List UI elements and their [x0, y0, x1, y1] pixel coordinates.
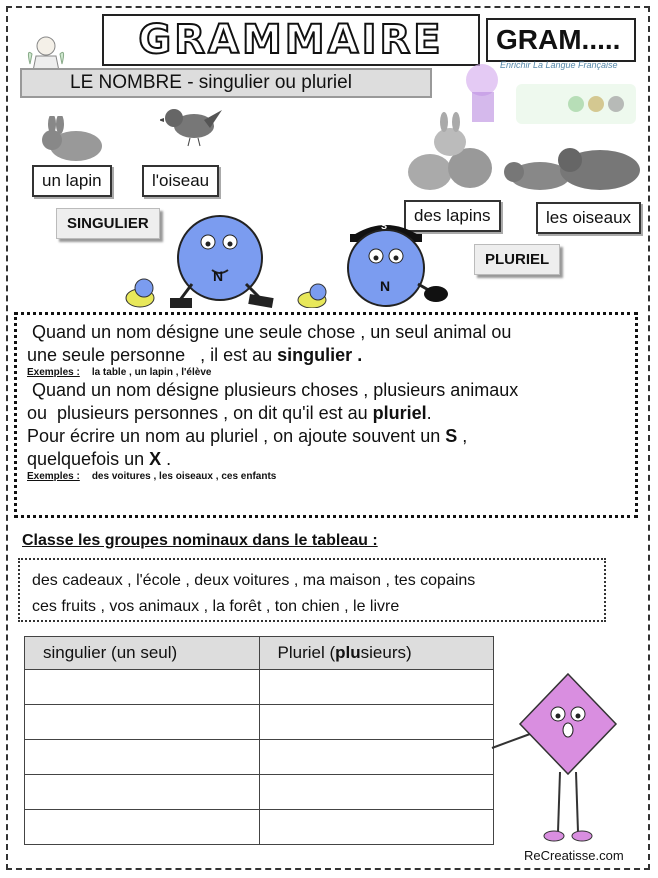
plural-character	[280, 212, 450, 313]
footer-credit: ReCreatisse.com	[524, 848, 624, 863]
table-row	[25, 705, 494, 740]
subtitle-box	[20, 68, 432, 98]
table-cell[interactable]	[25, 740, 260, 775]
bird-icon	[160, 102, 224, 153]
page-title: GRAMMAIRE	[138, 17, 444, 63]
table-row	[25, 670, 494, 705]
word-loiseau: l'oiseau	[142, 165, 219, 197]
example-line-1: Exemples : la table , un lapin , l'élève	[27, 367, 212, 378]
table-row	[25, 775, 494, 810]
classification-table	[24, 636, 494, 845]
word-un-lapin: un lapin	[32, 165, 112, 197]
hat-letter: S	[381, 221, 388, 231]
character-letter: N	[213, 268, 224, 284]
word-les-oiseaux: les oiseaux	[536, 202, 641, 234]
table-cell[interactable]	[259, 810, 493, 845]
singular-character	[100, 214, 280, 315]
rule-line-2: une seule personne , il est au singulier .	[27, 345, 363, 365]
word-des-lapins: des lapins	[404, 200, 501, 232]
table-cell[interactable]	[259, 670, 493, 705]
rule-line-4: ou plusieurs personnes , on dit qu'il est au pluriel.	[27, 403, 432, 423]
table-cell[interactable]	[259, 775, 493, 810]
exercise-instruction: Classe les groupes nominaux dans le tableau :	[22, 532, 378, 549]
rule-line-1: Quand un nom désigne une seule chose , un seul animal ou	[32, 322, 512, 342]
subtitle: LE NOMBRE - singulier ou pluriel	[70, 72, 352, 93]
table-cell[interactable]	[25, 670, 260, 705]
diamond-character	[484, 668, 634, 853]
table-row	[25, 740, 494, 775]
word-list-line-2: ces fruits , vos animaux , la forêt , ton chien , le livre	[32, 598, 400, 615]
table-cell[interactable]	[25, 705, 260, 740]
rule-line-5: Pour écrire un nom au pluriel , on ajoute souvent un S ,	[27, 426, 468, 446]
word-list-line-1: des cadeaux , l'école , deux voitures , ma maison , tes copains	[32, 572, 476, 589]
plural-character-letter: N	[380, 278, 391, 294]
title-box	[102, 14, 480, 66]
label-pluriel: PLURIEL	[474, 244, 560, 275]
table-cell[interactable]	[259, 705, 493, 740]
table-cell[interactable]	[25, 810, 260, 845]
word-list-box	[18, 558, 606, 622]
rabbits-icon	[400, 112, 500, 207]
col-header-singulier: singulier (un seul)	[25, 637, 260, 670]
col-header-pluriel: Pluriel (plusieurs)	[259, 637, 493, 670]
rule-line-6: quelquefois un X .	[27, 449, 172, 469]
table-header-row	[25, 637, 494, 670]
table-cell[interactable]	[25, 775, 260, 810]
table-row	[25, 810, 494, 845]
label-singulier: SINGULIER	[56, 208, 160, 239]
rule-box	[14, 312, 638, 518]
rabbit-icon	[38, 116, 108, 169]
rule-line-3: Quand un nom désigne plusieurs choses , plusieurs animaux	[32, 380, 519, 400]
gram-text: GRAM.....	[496, 24, 621, 55]
watermark-text: Enrichir La Langue Française	[500, 60, 618, 70]
table-cell[interactable]	[259, 740, 493, 775]
example-line-2: Exemples : des voitures , les oiseaux , ces enfants	[27, 471, 277, 482]
